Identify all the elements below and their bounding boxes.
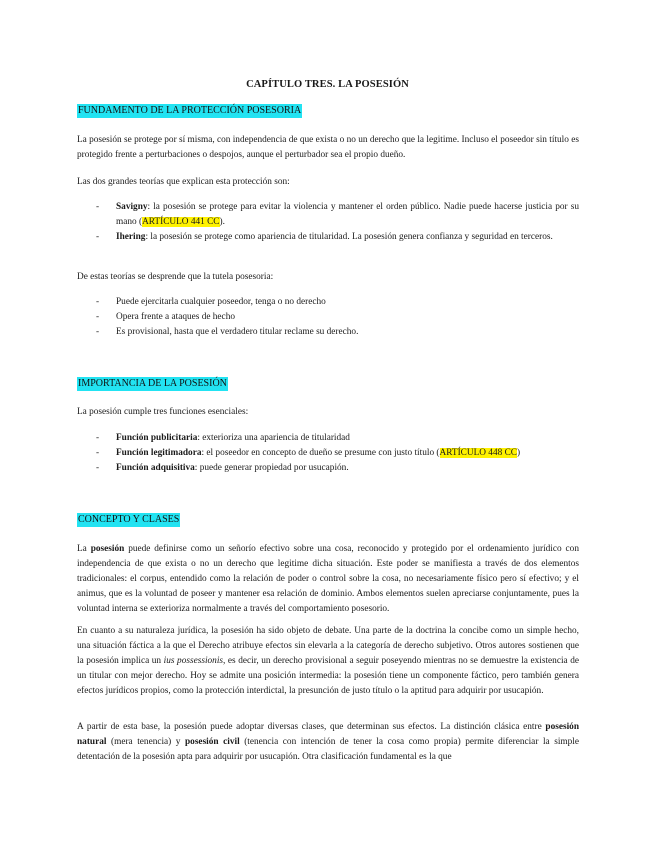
section-heading-concepto: CONCEPTO Y CLASES (78, 514, 180, 525)
text: , es decir, un derecho provisional a seguir poseyendo mientras no se demuestre la existencia de un titular con mejor derecho. Hoy se admite una posición intermedia: la posesión tiene un componente fáctico, pero también genera efectos jurídicos propios, como la protección interdictal, la presunción de justo título o la aptitud para adquirir por usucapión. (77, 656, 579, 696)
bold-term: posesión natural (77, 722, 579, 747)
list-item (96, 200, 579, 230)
list-item (96, 431, 579, 446)
text: puede definirse como un señorío efectivo sobre una cosa, reconocido y protegido por el ordenamiento jurídico con independencia de que exista o no un derecho que legitime dicha situación. Este poder se manifiesta a través de dos elementos tradicionales: el corpus, entendido como la relación de poder o control sobre la cosa, no necesariamente físico pero sí efectivo; y el animus, que es la voluntad de poseer y mantener esa relación de dominio. Ambos elementos suelen apreciarse conjuntamente, pues la voluntad interna se exterioriza normalmente a través del comportamiento posesorio. (77, 544, 579, 614)
list-item (96, 310, 579, 325)
article-reference: ARTÍCULO 448 CC (439, 448, 517, 458)
function-text: : el poseedor en concepto de dueño se presume con justo título ( (201, 448, 440, 458)
function-text-end: ) (516, 448, 521, 458)
paragraph: De estas teorías se desprende que la tutela posesoria: (77, 272, 274, 282)
list-item-text: Opera frente a ataques de hecho (116, 312, 235, 322)
functions-list (96, 431, 579, 476)
text: (tenencia con intención de tener la cosa como propia) permite diferenciar la simple detentación de la posesión apta para adquirir por usucapión. Otra clasificación fundamental es la que (77, 737, 579, 762)
dash-bullet: - (96, 202, 100, 212)
text: A partir de esta base, la posesión puede adoptar diversas clases, que determinan sus efectos. La distinción clásica entre (77, 722, 546, 732)
function-text: : exterioriza una apariencia de titularidad (197, 433, 350, 443)
theory-text: : la posesión se protege para evitar la violencia y mantener el orden público. Nadie puede hacerse justicia por su mano ( (116, 202, 579, 227)
theory-name: Savigny (116, 202, 148, 212)
text: En cuanto a su naturaleza jurídica, la posesión ha sido objeto de debate. Una parte de la doctrina la concibe como un simple hecho, una situación fáctica a la que el Derecho atribuye efectos sin elevarla a la categoría de derecho subjetivo. Otros autores sostienen que la posesión implica un (77, 626, 579, 666)
list-item-text: Es provisional, hasta que el verdadero titular reclame su derecho. (116, 327, 359, 337)
article-reference: ARTÍCULO 441 CC (142, 217, 220, 227)
theories-list (96, 200, 579, 245)
text: La (77, 544, 91, 554)
text: (mera tenencia) y (106, 737, 185, 747)
list-item (96, 295, 579, 310)
dash-bullet: - (96, 312, 100, 322)
tutela-list (96, 295, 579, 340)
list-item-text: Puede ejercitarla cualquier poseedor, tenga o no derecho (116, 297, 326, 307)
list-item (96, 446, 579, 461)
theory-text: : la posesión se protege como apariencia de titularidad. La posesión genera confianza y seguridad en terceros. (145, 232, 553, 242)
paragraph: La posesión cumple tres funciones esenciales: (77, 407, 249, 417)
paragraph (77, 720, 579, 765)
theory-name: Ihering (116, 232, 146, 242)
list-item (96, 325, 579, 340)
function-name: Función legitimadora (116, 448, 202, 458)
dash-bullet: - (96, 327, 100, 337)
paragraph: Las dos grandes teorías que explican esta protección son: (77, 177, 290, 187)
paragraph (77, 624, 579, 699)
dash-bullet: - (96, 433, 100, 443)
bold-term: posesión civil (185, 737, 240, 747)
bold-term: posesión (90, 544, 125, 554)
dash-bullet: - (96, 232, 100, 242)
function-name: Función adquisitiva (116, 463, 195, 473)
function-text: : puede generar propiedad por usucapión. (194, 463, 349, 473)
section-heading-importancia: IMPORTANCIA DE LA POSESIÓN (78, 378, 227, 389)
paragraph (77, 542, 579, 617)
function-name: Función publicitaria (116, 433, 198, 443)
theory-text-end: ). (219, 217, 225, 227)
dash-bullet: - (96, 463, 100, 473)
list-item (96, 230, 579, 245)
dash-bullet: - (96, 448, 100, 458)
paragraph: La posesión se protege por sí misma, con independencia de que exista o no un derecho que la legitime. Incluso el poseedor sin título es protegido frente a perturbaciones o despojos, aunque el perturbador sea el propio dueño. (77, 135, 579, 160)
italic-term: ius possessionis (163, 656, 224, 666)
list-item (96, 461, 579, 476)
dash-bullet: - (96, 297, 100, 307)
section-heading-fundamento: FUNDAMENTO DE LA PROTECCIÓN POSESORIA (78, 105, 302, 116)
chapter-title: CAPÍTULO TRES. LA POSESIÓN (246, 79, 409, 90)
